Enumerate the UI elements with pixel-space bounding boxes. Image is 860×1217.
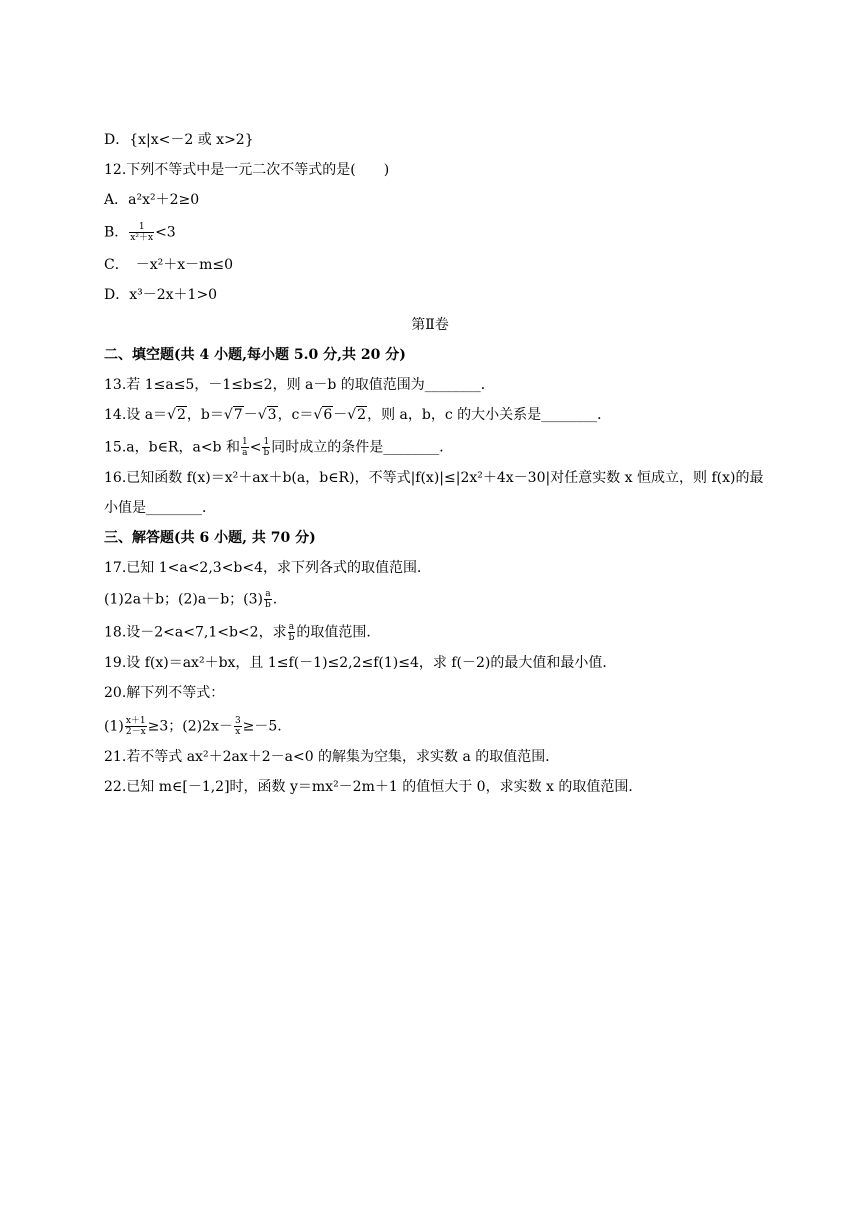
q17-parts-text: (1)2a＋b；(2)a－b；(3) — [104, 591, 264, 608]
q19: 19.设 f(x)＝ax²＋bx，且 1≤f(－1)≤2,2≤f(1)≤4，求 f(－2)的最大值和最小值． — [104, 655, 617, 671]
radicand: 2 — [357, 407, 367, 423]
less-than-sign: < — [249, 439, 262, 456]
q18-text-1: 18.设－2<a<7,1<b<2，求 — [104, 624, 287, 641]
q12-stem: 12.下列不等式中是一元二次不等式的是( ) — [104, 162, 390, 178]
fraction-denominator: a — [242, 448, 248, 458]
q12-option-d: D．x³－2x＋1>0 — [104, 287, 218, 303]
q14-text-1: 14.设 a＝ — [104, 407, 168, 423]
fraction-numerator: 1 — [263, 437, 270, 447]
q12-option-b-fraction — [129, 222, 154, 243]
q12-option-c: C． －x²＋x－m≤0 — [104, 257, 234, 273]
fraction-denominator: b — [265, 600, 271, 610]
q20-fraction-2 — [234, 716, 242, 737]
part3-heading: 三、解答题(共 6 小题, 共 70 分) — [104, 530, 316, 546]
q18-text-2: 的取值范围． — [296, 624, 381, 641]
sqrt-2-a: √2 — [167, 407, 186, 423]
q16-line-2: 小值是________． — [104, 500, 216, 516]
q20-stem: 20.解下列不等式： — [104, 685, 225, 701]
fraction-numerator: a — [265, 589, 271, 599]
part2-heading: 二、填空题(共 4 小题,每小题 5.0 分,共 20 分) — [104, 347, 406, 363]
q17-fraction — [264, 589, 272, 610]
radicand: 2 — [176, 407, 186, 423]
fraction-denominator: b — [288, 633, 295, 643]
sqrt-7: √7 — [223, 407, 243, 423]
radicand: 6 — [323, 407, 333, 423]
section-title: 第Ⅱ卷 — [411, 317, 449, 333]
fraction-denominator: 2－x — [125, 727, 146, 737]
fraction-denominator: x — [235, 727, 241, 737]
q17-parts — [104, 589, 764, 610]
fraction-numerator: 1 — [129, 222, 154, 233]
sqrt-2-c: √2 — [347, 407, 367, 423]
q18 — [104, 622, 764, 643]
q12-option-a: A．a²x²＋2≥0 — [104, 192, 200, 208]
q20-fraction-1 — [125, 716, 147, 737]
q20-text-3: ≥－5. — [242, 718, 282, 735]
q14-text-2: ，b＝ — [186, 407, 224, 423]
fraction-numerator: x＋1 — [125, 716, 146, 726]
q16-line-1: 16.已知函数 f(x)＝x²＋ax＋b(a，b∈R)，不等式|f(x)|≤|2x²＋4x－30|对任意实数 x 恒成立，则 f(x)的最 — [104, 470, 764, 486]
q13: 13.若 1≤a≤5，－1≤b≤2，则 a－b 的取值范围为________． — [104, 377, 495, 393]
q17-stem: 17.已知 1<a<2,3<b<4，求下列各式的取值范围． — [104, 560, 432, 576]
q12-option-b — [104, 222, 764, 243]
sqrt-6: √6 — [313, 407, 333, 423]
fraction-denominator: x²＋x — [130, 233, 154, 243]
q20-text-1: (1) — [104, 718, 124, 735]
q22: 22.已知 m∈[－1,2]时，函数 y＝mx²－2m＋1 的值恒大于 0，求实数 x 的取值范围． — [104, 779, 643, 795]
q15-text-1: 15.a，b∈R，a<b 和 — [104, 439, 240, 456]
q21: 21.若不等式 ax²＋2ax＋2－a<0 的解集为空集，求实数 a 的取值范围． — [104, 749, 560, 765]
sqrt-3: √3 — [257, 407, 277, 423]
q14-text-4: ，c＝ — [277, 407, 314, 423]
fraction-numerator: a — [288, 622, 295, 632]
fraction-denominator: b — [263, 448, 270, 458]
fraction-numerator: 1 — [241, 437, 248, 447]
q12-option-b-prefix: B． — [104, 224, 129, 241]
q14-text-3: － — [243, 407, 258, 423]
q12-option-b-suffix: <3 — [155, 224, 176, 241]
q15-fraction-a — [241, 437, 249, 458]
q17-parts-end: . — [272, 591, 278, 608]
radicand: 7 — [233, 407, 243, 423]
q15 — [104, 437, 764, 458]
q20-text-2: ≥3；(2)2x－ — [147, 718, 233, 735]
q14-text-5: － — [333, 407, 348, 423]
q14-text-6: ，则 a，b，c 的大小关系是________． — [367, 407, 612, 423]
q15-text-2: 同时成立的条件是________． — [271, 439, 454, 456]
q14 — [104, 406, 764, 424]
fraction-numerator: 3 — [234, 716, 241, 726]
q11-option-d: D．{x|x<－2 或 x>2} — [104, 132, 254, 148]
q15-fraction-b — [262, 437, 270, 458]
q20-parts — [104, 716, 764, 737]
radicand: 3 — [267, 407, 277, 423]
q18-fraction — [288, 622, 296, 643]
